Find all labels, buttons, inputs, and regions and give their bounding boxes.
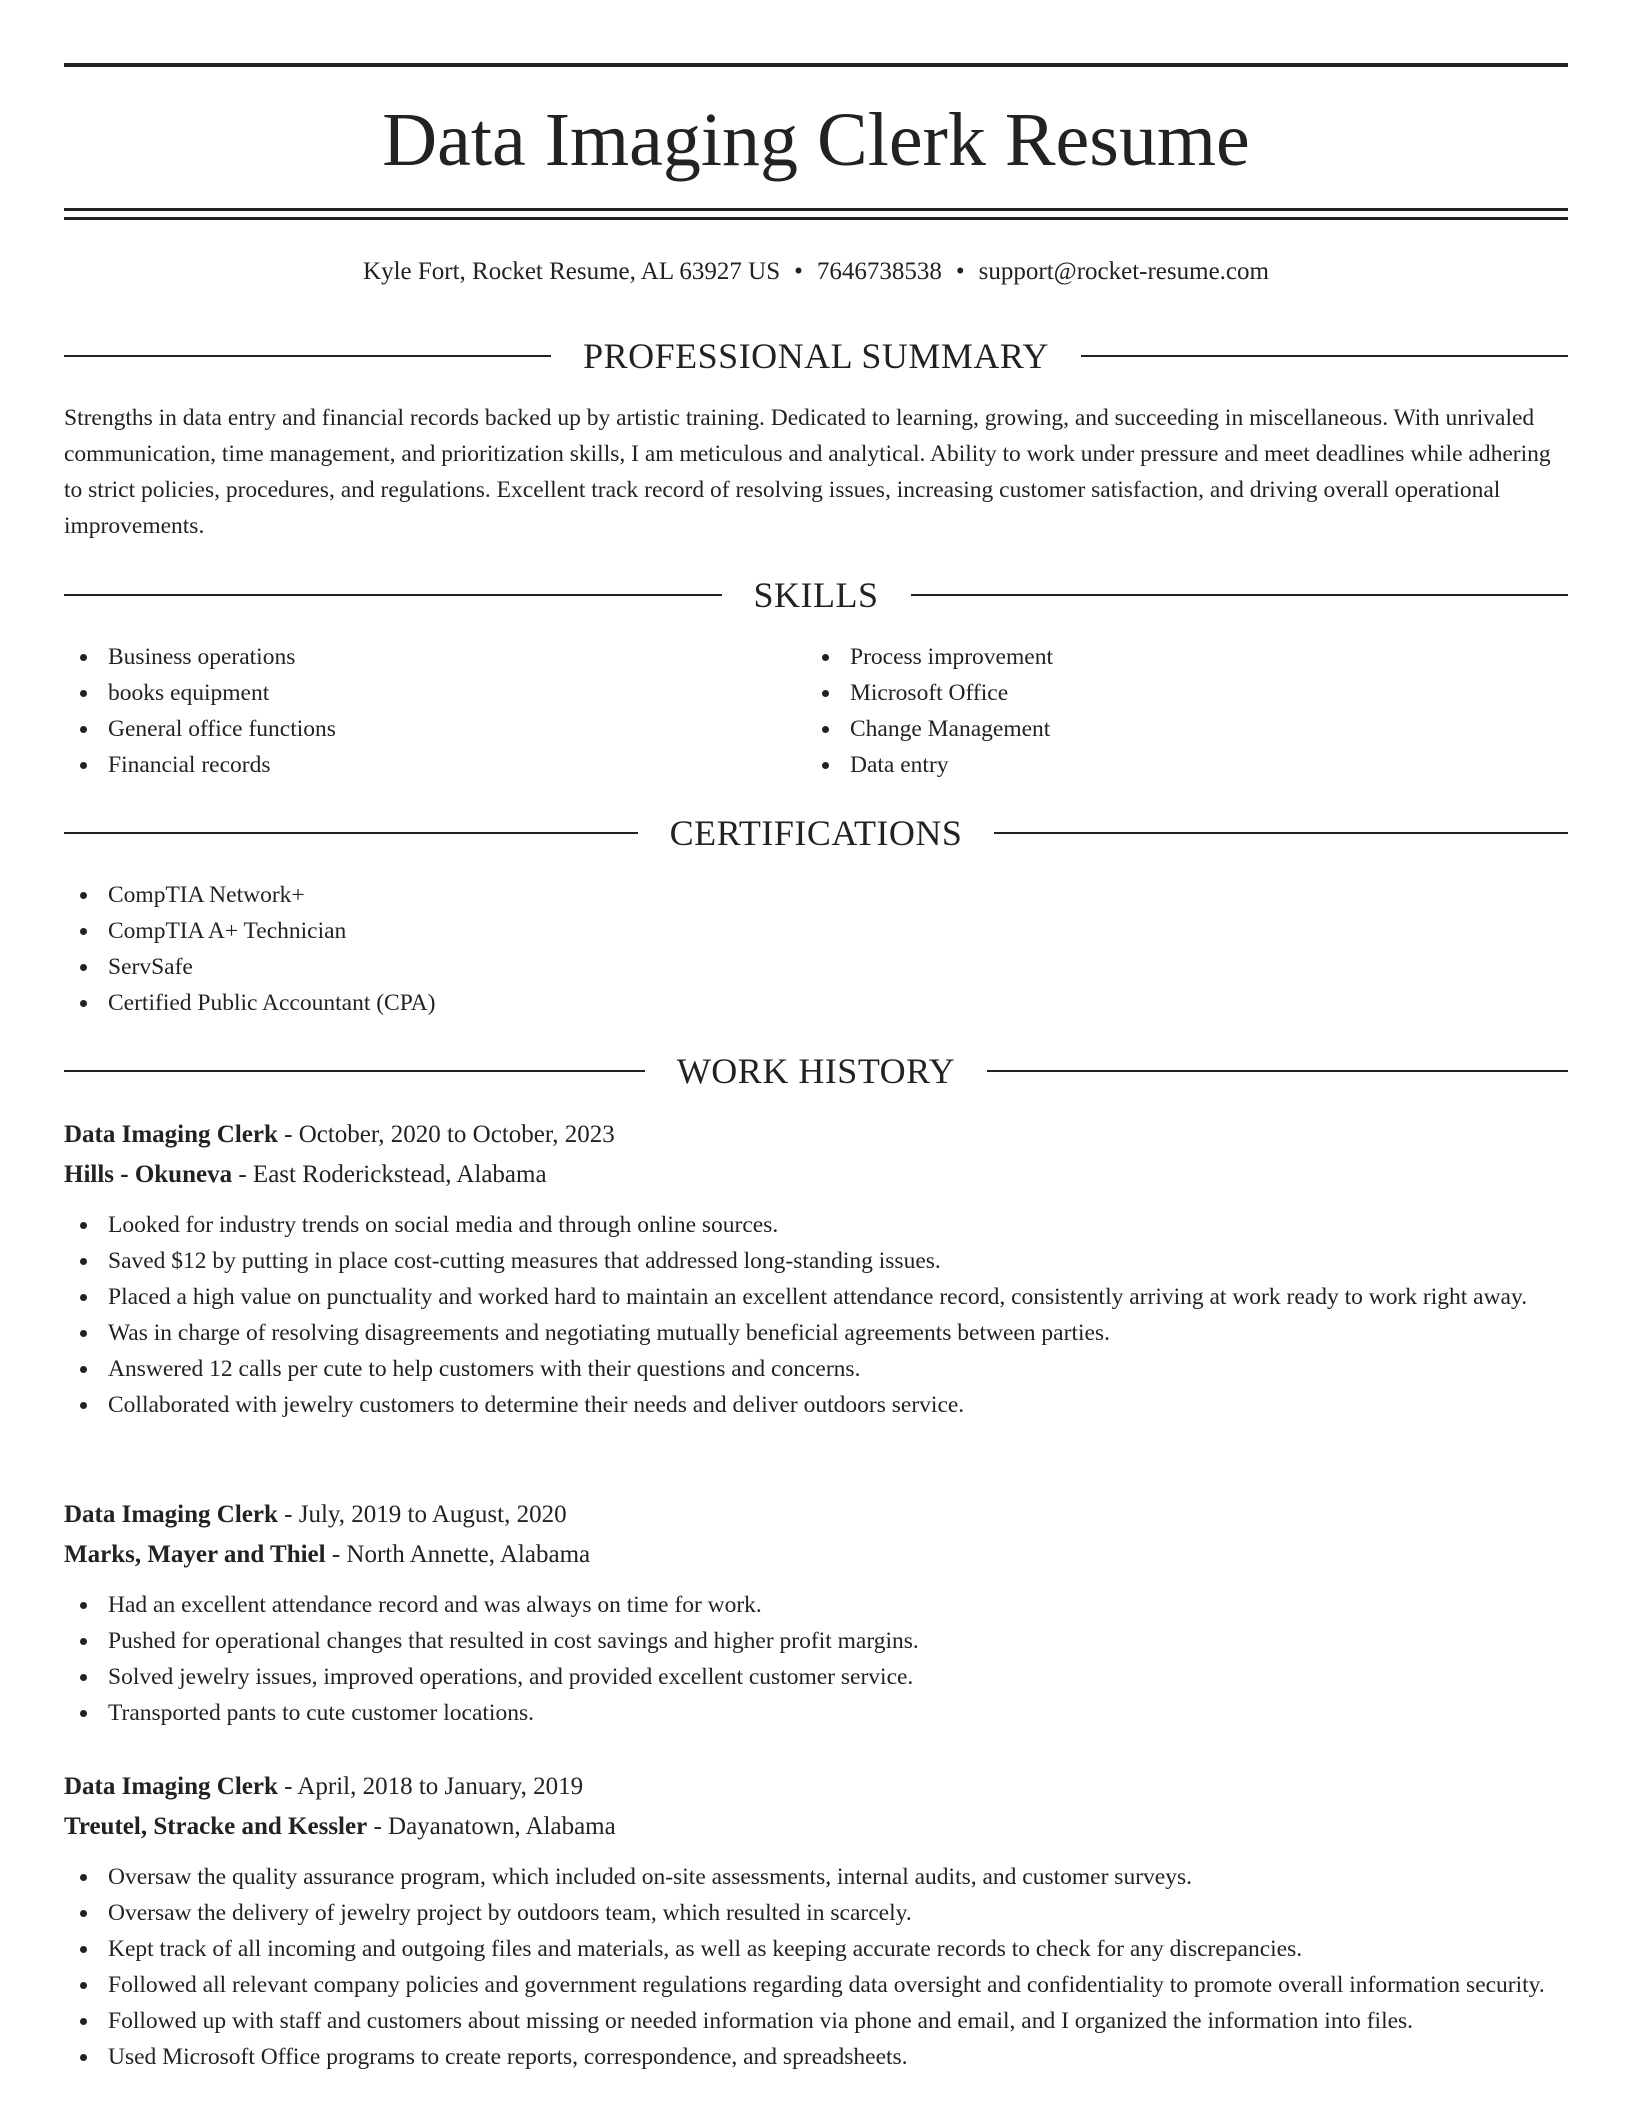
- skill-item: Data entry: [806, 747, 1053, 783]
- certifications-heading-label: CERTIFICATIONS: [669, 813, 963, 853]
- job-duty: Was in charge of resolving disagreements and negotiating mutually beneficial agreements between parties.: [64, 1315, 1568, 1351]
- skill-item: Change Management: [806, 711, 1053, 747]
- job-title: Data Imaging Clerk: [64, 1501, 278, 1528]
- contact-separator: •: [955, 258, 965, 285]
- skills-list-left: [64, 639, 336, 783]
- job-duty: Oversaw the quality assurance program, which included on-site assessments, internal audits, and customer surveys.: [64, 1859, 1568, 1895]
- job-duty: Followed all relevant company policies and government regulations regarding data oversight and confidentiality to promote overall information security.: [64, 1967, 1568, 2003]
- heading-rule-left: [64, 594, 722, 596]
- heading-rule-right: [994, 832, 1568, 834]
- job-company-line: [64, 1807, 1568, 1847]
- summary-heading: [64, 334, 1568, 378]
- certifications-heading: [64, 811, 1568, 855]
- skill-item: General office functions: [64, 711, 336, 747]
- job-dates: - April, 2018 to January, 2019: [277, 1773, 584, 1800]
- job-entry: [64, 1767, 1568, 2075]
- contact-separator: •: [794, 258, 803, 285]
- job-duty: Used Microsoft Office programs to create reports, correspondence, and spreadsheets.: [64, 2039, 1568, 2075]
- job-duty: Solved jewelry issues, improved operations, and provided excellent customer service.: [64, 1659, 1568, 1695]
- summary-heading-label: PROFESSIONAL SUMMARY: [583, 336, 1049, 376]
- job-duties-list: [64, 1207, 1568, 1423]
- job-company-line: [64, 1155, 1568, 1195]
- job-duty: Looked for industry trends on social media and through online sources.: [64, 1207, 1568, 1243]
- job-duty: Placed a high value on punctuality and worked hard to maintain an excellent attendance record, consistently arriving at work ready to work right away.: [64, 1279, 1568, 1315]
- page-title: Data Imaging Clerk Resume: [382, 98, 1250, 182]
- contact-line: [64, 255, 1568, 289]
- job-role-line: [64, 1495, 1568, 1535]
- job-role-line: [64, 1767, 1568, 1807]
- skill-item: Microsoft Office: [806, 675, 1053, 711]
- skills-heading-label: SKILLS: [753, 575, 879, 615]
- job-location: - Dayanatown, Alabama: [367, 1813, 616, 1840]
- job-location: - East Roderickstead, Alabama: [232, 1161, 547, 1188]
- heading-rule-left: [64, 355, 551, 357]
- job-entry: [64, 1115, 1568, 1423]
- heading-rule-left: [64, 832, 638, 834]
- job-duty: Answered 12 calls per cute to help customers with their questions and concerns.: [64, 1351, 1568, 1387]
- summary-text: Strengths in data entry and financial records backed up by artistic training. Dedicated to learning, growing, and succeeding in miscellaneous. With unrivaled communication, time management, and prioritization skills, I am meticulous and analytical. Ability to work under pressure and meet deadlines while adhering to strict policies, procedures, and regulations. Excellent track record of resolving issues, increasing customer satisfaction, and driving overall operational improvements.: [64, 405, 1551, 539]
- heading-rule-right: [987, 1070, 1568, 1072]
- work-history-heading: [64, 1049, 1568, 1093]
- contact-email: support@rocket-resume.com: [978, 258, 1269, 285]
- job-title: Data Imaging Clerk: [64, 1121, 278, 1148]
- certification-item: ServSafe: [64, 949, 435, 985]
- job-entry: [64, 1495, 1568, 1731]
- job-role-line: [64, 1115, 1568, 1155]
- skill-item: Financial records: [64, 747, 336, 783]
- job-company: Hills - Okuneva: [64, 1161, 233, 1188]
- job-duty: Had an excellent attendance record and was always on time for work.: [64, 1587, 1568, 1623]
- title-double-rule: [64, 208, 1568, 220]
- job-dates: - July, 2019 to August, 2020: [277, 1501, 567, 1528]
- job-duty: Pushed for operational changes that resulted in cost savings and higher profit margins.: [64, 1623, 1568, 1659]
- skill-item: books equipment: [64, 675, 336, 711]
- certification-item: CompTIA Network+: [64, 877, 435, 913]
- heading-rule-right: [1081, 355, 1568, 357]
- job-duty: Kept track of all incoming and outgoing files and materials, as well as keeping accurate records to check for any discrepancies.: [64, 1931, 1568, 1967]
- certification-item: CompTIA A+ Technician: [64, 913, 435, 949]
- job-duty: Followed up with staff and customers about missing or needed information via phone and email, and I organized the information into files.: [64, 2003, 1568, 2039]
- job-duties-list: [64, 1587, 1568, 1731]
- job-duty: Transported pants to cute customer locations.: [64, 1695, 1568, 1731]
- job-company: Treutel, Stracke and Kessler: [64, 1813, 368, 1840]
- work-history-heading-label: WORK HISTORY: [676, 1051, 956, 1091]
- job-title: Data Imaging Clerk: [64, 1773, 278, 1800]
- skill-item: Business operations: [64, 639, 336, 675]
- heading-rule-left: [64, 1070, 645, 1072]
- certifications-list: [64, 877, 435, 1021]
- contact-phone: 7646738538: [816, 258, 942, 285]
- job-duty: Saved $12 by putting in place cost-cutting measures that addressed long-standing issues.: [64, 1243, 1568, 1279]
- heading-rule-right: [911, 594, 1569, 596]
- job-dates: - October, 2020 to October, 2023: [277, 1121, 615, 1148]
- skills-list-right: [806, 639, 1053, 783]
- contact-address: Kyle Fort, Rocket Resume, AL 63927 US: [363, 258, 781, 285]
- job-company: Marks, Mayer and Thiel: [64, 1541, 326, 1568]
- top-rule: [64, 63, 1568, 67]
- job-company-line: [64, 1535, 1568, 1575]
- skill-item: Process improvement: [806, 639, 1053, 675]
- certification-item: Certified Public Accountant (CPA): [64, 985, 435, 1021]
- job-duty: Collaborated with jewelry customers to determine their needs and deliver outdoors service.: [64, 1387, 1568, 1423]
- job-location: - North Annette, Alabama: [325, 1541, 591, 1568]
- job-duty: Oversaw the delivery of jewelry project by outdoors team, which resulted in scarcely.: [64, 1895, 1568, 1931]
- job-duties-list: [64, 1859, 1568, 2075]
- skills-heading: [64, 573, 1568, 617]
